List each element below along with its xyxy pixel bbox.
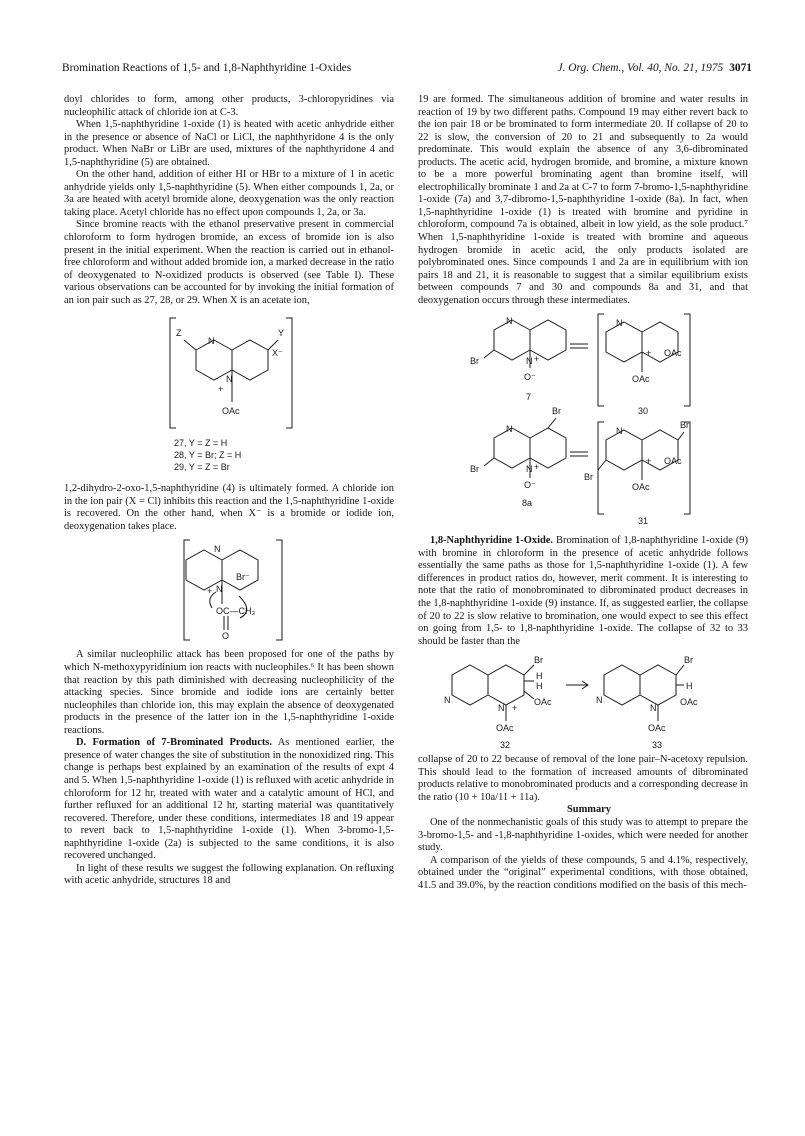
compound-number-row (418, 739, 748, 751)
compound-label: 28, Y = Br; Z = H (174, 450, 242, 461)
compound-label: 29, Y = Z = Br (174, 462, 230, 473)
nitrogen-label: N (216, 584, 223, 595)
paragraph: Since bromine reacts with the ethanol preservative present in commercial chloroform to form hydrogen bromide, an excess of bromide ion is also present in the initial experiment. When the reaction is carried out in ethanol-free chloroform and without added bromide ion, a marked decrease in the ratio of deoxygenated to N-oxidized products is observed (see Table I). These various observations can be accounted for by invoking the initial formation of an ion pair such as 27, 28, or 29. When X is an acetate ion, (64, 219, 394, 306)
section-text: Bromination of 1,8-naphthyridine 1-oxide (9) with bromine in chloroform in the presence of acetic anhydride follows essentially the same paths as those for 1,5-naphthyridine 1-oxide (1). A few differences in product ratios do, however, merit comment. It is interesting to note that the ratio of monobrominated to dibrominated product decreases in the 1,8-naphthyridine 1-oxide (9) instance. If, as suggested earlier, the collapse of 20 to 22 is slow relative to bromination, one would expect to see this effect on going from 1,5- to 1,8-naphthyridine 1-oxide. The collapse of 32 to 33 should be faster than the (418, 535, 748, 647)
bromo-label: Br (470, 356, 479, 367)
acetyl-group-label: OC—CH₃ (216, 606, 256, 617)
nitrogen-label: N (596, 695, 603, 706)
nitrogen-label: N (616, 426, 623, 437)
collapse-32-to-33-diagram (418, 651, 748, 739)
compound-number: 7 (526, 392, 532, 403)
nitrogen-label: N (226, 374, 233, 385)
paragraph: On the other hand, addition of either HI or HBr to a mixture of 1 in acetic anhydride yields only 1,5-naphthyridine (5). When either compounds 1, 2a, or 3a are heated with acetyl bromide alone, deoxygenation was the only reaction taking place. Acetyl chloride has no effect upon compounds 1, 2a, or 3a. (64, 169, 394, 218)
nitrogen-label: N (650, 703, 657, 714)
positive-charge-label: + (218, 384, 224, 395)
paragraph (64, 737, 394, 862)
right-column (418, 94, 748, 892)
paragraph: 1,2-dihydro-2-oxo-1,5-naphthyridine (4) is ultimately formed. A chloride ion in the ion pair (X = Cl) inhibits this reaction and the 1,5-naphthyridine 1-oxide is recovered. On the other hand, when X⁻ is a bromide or iodide ion, deoxygenation takes place. (64, 483, 394, 532)
paragraph: collapse of 20 to 22 because of removal of the lone pair–N-acetoxy repulsion. This should lead to the formation of increased amounts of dibrominated products relative to monobrominated products and a corresponding decrease in the ratio (10 + 10a/11 + 11a). (418, 754, 748, 803)
left-column (64, 94, 394, 888)
equilibria-diagram (418, 310, 748, 532)
acetoxy-label: OAc (496, 723, 514, 734)
paragraph: A comparison of the yields of these compounds, 5 and 4.1%, respectively, obtained under the “original” experimental conditions, with those obtained, 41.5 and 39.0%, by the reaction conditions modified on the basis of this mech- (418, 854, 748, 891)
paragraph (418, 535, 748, 648)
bromo-label: Br (534, 655, 543, 666)
bromo-label: Br (684, 655, 693, 666)
section-heading: 1,8-Naphthyridine 1-Oxide. (430, 535, 554, 547)
journal-citation: J. Org. Chem., Vol. 40, No. 21, 1975 (557, 62, 724, 74)
header-title: Bromination Reactions of 1,5- and 1,8-Naphthyridine 1-Oxides (62, 62, 352, 74)
header-journal-info (558, 62, 752, 74)
positive-charge-label: + (646, 348, 652, 359)
acetoxy-label: OAc (632, 374, 650, 385)
hydrogen-label: H (686, 681, 693, 692)
structure-figure-collapse (418, 651, 748, 751)
structure-figure-ion-pair (64, 310, 394, 480)
nitrogen-label: N (214, 544, 221, 555)
acetoxy-label: OAc (222, 406, 240, 417)
acetyl-attack-diagram (64, 536, 394, 646)
summary-heading: Summary (566, 804, 612, 816)
structure-figure-acetyl-bromide (64, 536, 394, 646)
compound-number: 32 (500, 740, 511, 751)
acetate-ion-label: OAc (664, 348, 682, 359)
positive-charge-label: + (646, 456, 652, 467)
bromo-label: Br (552, 406, 561, 417)
positive-charge-label: + (534, 354, 540, 365)
positive-charge-label: + (534, 462, 540, 473)
nitrogen-label: N (506, 424, 513, 435)
nitrogen-label: N (526, 464, 533, 475)
hydrogen-label: H (536, 681, 543, 692)
acetate-ion-label: OAc (664, 456, 682, 467)
bromo-label: Br (680, 420, 689, 431)
nitrogen-label: N (616, 318, 623, 329)
section-text: As mentioned earlier, the presence of water changes the site of substitution in the nonoxidized ring. This change is perhaps best explained by an examination of the results of expt 4 and 5. When 1,5-naphthyridine 1-oxide (1) is refluxed with acetic anhydride in chloroform for 12 hr, treated with water and a catalytic amount of HCl, and further refluxed for an additional 12 hr, starting material was quantitatively recovered. Therefore, under these conditions, intermediates 18 and 19 appear to revert back to 1,5-naphthyridine 1-oxide (1). When 3-bromo-1,5-naphthyridine 1-oxide (2a) is subjected to the same conditions, it is also recovered unchanged. (64, 737, 394, 862)
paragraph: In light of these results we suggest the following explanation. On refluxing with acetic anhydride, structures 18 and (64, 862, 394, 887)
paragraph: 19 are formed. The simultaneous addition of bromine and water results in reaction of 19 by two different paths. Compound 19 may either revert back to the ion pair 18 or be brominated to form intermediate 20. If collapse of 20 to 22 is slow, the conversion of 20 to 21 and subsequently to 2a would predominate. This would explain the absence of any 3,6-dibrominated products. The acetic acid, hydrogen bromide, and bromine, a mixture known to be a more powerful brominating agent than bromine itself, will electrophilically brominate 1 and 2a at C-7 to form 7-bromo-1,5-naphthyridine 1-oxide (7a) and 3,7-dibromo-1,5-naphthyridine 1-oxide (8a). In fact, when 1,5-naphthyridine 1-oxide (1) is treated with bromine and pyridine in chloroform, compound 7a is obtained, albeit in low yield, as the sole product.⁷ When 1,5-naphthyridine 1-oxide is treated with bromine and aqueous hydrogen bromide in acetic acid, the only products isolated are polybrominated ones. Since compounds 1 and 2a are in equilibrium with ion pairs 18 and 21, it is reasonable to suggest that a similar equilibrium exists between compounds 7 and 30 and compounds 8a and 31, and that deoxygenation occurs through these intermediates. (418, 94, 748, 306)
compound-number: 8a (522, 498, 533, 509)
compound-number: 30 (638, 406, 649, 417)
paragraph: A similar nucleophilic attack has been proposed for one of the paths by which N-methoxypyridinium ion reacts with nucleophiles.⁶ It has been shown that reaction by this path diminished with decreasing nucleophilicity of the attacking species. Since bromide and iodide ions are certainly better nucleophiles than chloride ion, this may explain the absence of deoxygenated products in the presence of the latter ion in the 1,5-naphthyridine 1-oxide reactions. (64, 649, 394, 736)
oxide-label: O⁻ (524, 480, 536, 491)
page-number: 3071 (729, 62, 752, 74)
compound-number: 33 (652, 740, 663, 751)
oxide-label: O⁻ (524, 372, 536, 383)
bromo-label: Br (470, 464, 479, 475)
bromide-ion-label: Br⁻ (236, 572, 250, 583)
compound-label: 27, Y = Z = H (174, 438, 228, 449)
substituent-y-label: Y (278, 328, 285, 339)
paragraph: One of the nonmechanistic goals of this study was to attempt to prepare the 3-bromo-1,5- and -1,8-naphthyridine 1-oxides, which were needed for another study. (418, 816, 748, 854)
substituent-z-label: Z (176, 328, 182, 339)
counterion-label: X⁻ (272, 348, 283, 359)
structure-figure-equilibria (418, 310, 748, 532)
compound-number: 31 (638, 516, 649, 527)
ion-pair-structure-diagram (64, 310, 394, 480)
section-heading: D. Formation of 7-Brominated Products. (76, 737, 272, 749)
nitrogen-label: N (526, 356, 533, 367)
carbonyl-oxygen-label: O (222, 631, 230, 642)
acetoxy-label: OAc (648, 723, 666, 734)
nitrogen-label: N (208, 336, 215, 347)
bromo-label: Br (584, 472, 593, 483)
acetoxy-label: OAc (632, 482, 650, 493)
hydrogen-label: H (536, 671, 543, 682)
paragraph: When 1,5-naphthyridine 1-oxide (1) is heated with acetic anhydride either in the presence or absence of NaCl or LiCl, the naphthyridone 4 is the only product. When NaBr or LiBr are used, mixtures of the naphthyridone 4 and 1,5-naphthyridine (5) are obtained. (64, 119, 394, 168)
paragraph: doyl chlorides to form, among other products, 3-chloropyridines via nucleophilic attack of chloride ion at C-3. (64, 94, 394, 118)
nitrogen-label: N (444, 695, 451, 706)
nitrogen-label: N (506, 316, 513, 327)
running-header (62, 62, 752, 78)
positive-charge-label: + (512, 703, 518, 714)
acetoxy-label: OAc (680, 697, 698, 708)
acetoxy-label: OAc (534, 697, 552, 708)
positive-charge-label: + (207, 586, 213, 597)
nitrogen-label: N (498, 703, 505, 714)
